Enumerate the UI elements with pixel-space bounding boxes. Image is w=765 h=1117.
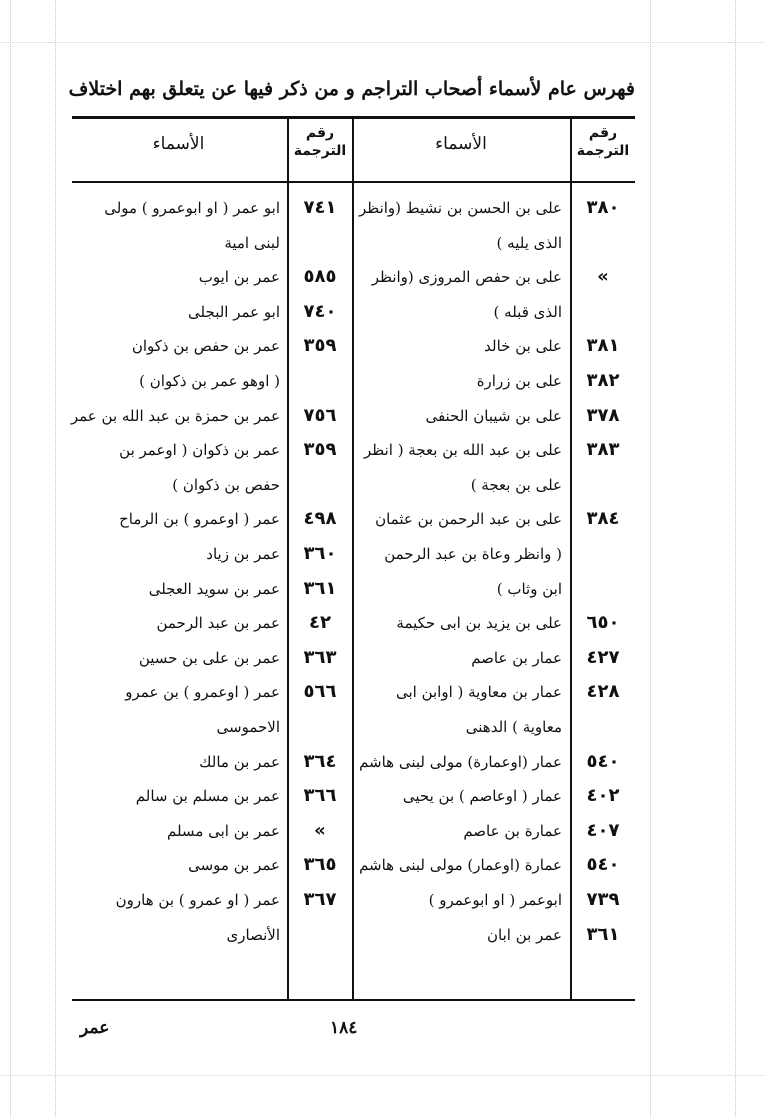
entry-name: عمر بن ايوب [198, 268, 280, 287]
entry-name: عمارة (اوعمار) مولى لبنى هاشم [359, 856, 562, 875]
entry-number: ٤٢٧ [586, 646, 620, 668]
entry-name: عمر ( او عمرو ) بن هارون [115, 891, 280, 909]
entry-name: معاوية ) الدهنى [465, 718, 562, 736]
entry-name: عمر بن عبد الرحمن [156, 614, 280, 633]
index-entry [0, 606, 765, 640]
entry-number: ٣٨٠ [586, 197, 620, 218]
entry-number: ٣٧٨ [586, 404, 620, 426]
entry-name: لبنى امية [224, 233, 280, 252]
entry-name: على بن خالد [484, 337, 562, 356]
page-number: ١٨٤ [330, 1018, 358, 1038]
index-entry [0, 779, 765, 813]
index-entry [0, 329, 765, 363]
entry-name: عمر ( اوعمرو ) بن الرماح [119, 510, 280, 529]
entry-name: عمار بن عاصم [471, 648, 562, 667]
entry-number: ٣٥٩ [303, 335, 337, 357]
catchword: عمر [80, 1018, 110, 1038]
index-entry [0, 295, 765, 329]
index-entry [0, 502, 765, 536]
entry-number: ٧٤١ [303, 197, 337, 218]
entry-number: ٥٤٠ [586, 854, 620, 876]
index-entry [0, 710, 765, 744]
entry-number: ٥٤٠ [586, 750, 620, 772]
entry-name: على بن بعجة ) [470, 475, 562, 494]
entry-name: عمر بن على بن حسين [138, 648, 280, 667]
entry-name: عمار بن معاوية ( اوابن ابى [395, 683, 562, 702]
entry-name: الذى يليه ) [496, 233, 562, 252]
entry-number: ٣٦١ [586, 923, 620, 945]
entry-number: ٥٦٦ [303, 681, 337, 703]
entry-name: عمر بن زياد [206, 545, 280, 563]
index-entry [0, 641, 765, 675]
entry-number: ٣٨٣ [586, 439, 620, 461]
entry-name: ابو عمر البجلى [188, 302, 280, 321]
entry-name: عمر بن سويد العجلى [148, 579, 280, 598]
entry-name: على بن عبد الرحمن بن عثمان [375, 510, 562, 529]
entry-name: عمر بن ابان [487, 925, 562, 944]
entry-number: ٤٠٧ [586, 819, 620, 841]
entry-name: عمار (اوعمارة) مولى لبنى هاشم [359, 752, 562, 771]
header-number-right: رقم الترجمة [576, 125, 630, 159]
entry-number: ٥٨٥ [303, 266, 337, 288]
entry-number [291, 918, 349, 952]
entry-number: ٧٥٦ [303, 404, 337, 426]
scan-guide [0, 42, 765, 43]
entry-number: ٣٦٤ [303, 750, 337, 772]
entry-name: عمر بن حفص بن ذكوان [131, 337, 280, 356]
entry-number: » [314, 819, 326, 841]
entry-name: عمر بن موسى [188, 856, 280, 875]
entry-name: على بن حفص المروزى (وانظر [371, 268, 562, 287]
entry-number: » [597, 266, 609, 288]
entry-number: ٣٨٢ [586, 370, 620, 391]
index-entry [0, 745, 765, 779]
entry-name: الاحموسى [216, 718, 280, 736]
entry-number: ٣٨١ [586, 335, 620, 357]
entry-number: ٣٨٤ [586, 508, 620, 530]
entry-number: ٦٥٠ [586, 612, 620, 634]
index-entry [0, 572, 765, 606]
index-entry [0, 433, 765, 467]
entry-number: ٧٣٩ [586, 889, 620, 910]
index-entry [0, 537, 765, 571]
index-entry [0, 918, 765, 952]
entry-number [291, 364, 349, 398]
entry-number: ٣٦٠ [303, 543, 337, 564]
index-entry [0, 675, 765, 709]
index-entry [0, 883, 765, 917]
index-entry [0, 260, 765, 294]
index-entry [0, 814, 765, 848]
entry-name: ( اوهو عمر بن ذكوان ) [139, 372, 280, 390]
entry-number: ٤٩٨ [303, 508, 337, 530]
entry-name: عمر بن ذكوان ( اوعمر بن [119, 441, 280, 460]
entry-number: ٤٠٢ [586, 785, 620, 807]
entry-number [291, 710, 349, 744]
entry-name: عمر بن مسلم بن سالم [135, 787, 280, 806]
entry-number: ٣٦٥ [303, 854, 337, 876]
entry-name: على بن الحسن بن نشيط (وانظر [358, 199, 562, 217]
index-entry [0, 848, 765, 882]
entry-number: ٣٦٦ [303, 785, 337, 807]
entry-number: ٧٤٠ [303, 300, 337, 322]
header-names-right: الأسماء [435, 134, 487, 154]
index-entry [0, 399, 765, 433]
entry-number: ٣٦٧ [303, 889, 337, 910]
entry-number: ٣٦٣ [303, 646, 337, 668]
entry-name: على بن شيبان الحنفى [425, 406, 562, 425]
entry-number: ٣٥٩ [303, 439, 337, 461]
entry-name: عمر ( اوعمرو ) بن عمرو [125, 683, 280, 702]
entry-name: حفص بن ذكوان ) [172, 475, 280, 494]
entry-number: ٣٦١ [303, 577, 337, 599]
page-title: فهرس عام لأسماء أصحاب التراجم و من ذكر فيها عن يتعلق بهم اختلاف [68, 78, 635, 100]
entry-number: ٤٢٨ [586, 681, 620, 703]
index-entry [0, 226, 765, 260]
entry-name: عمارة بن عاصم [463, 821, 562, 840]
entry-name: ابوعمر ( او ابوعمرو ) [428, 891, 562, 909]
index-entry [0, 364, 765, 398]
entry-name: عمار ( اوعاصم ) بن يحيى [402, 787, 562, 806]
entry-number [291, 468, 349, 502]
entry-name: على بن عبد الله بن بعجة ( انظر [364, 441, 562, 460]
entry-name: على بن زرارة [476, 372, 562, 390]
entry-number: ٤٢ [309, 612, 331, 634]
index-entry [0, 468, 765, 502]
entry-name: ابو عمر ( او ابوعمرو ) مولى [104, 199, 280, 217]
index-entry [0, 191, 765, 225]
entry-name: عمر بن حمزة بن عبد الله بن عمر [70, 406, 280, 425]
entry-name: ( وانظر وعاة بن عبد الرحمن [384, 545, 562, 563]
header-number-left: رقم الترجمة [293, 125, 347, 159]
entry-name: ابن وثاب ) [496, 579, 562, 598]
entry-number [291, 226, 349, 260]
header-names-left: الأسماء [152, 134, 205, 154]
entry-name: الأنصارى [226, 925, 280, 944]
entry-name: الذى قبله ) [493, 302, 562, 321]
entry-name: على بن يزيد بن ابى حكيمة [396, 614, 562, 633]
entry-name: عمر بن مالك [199, 752, 280, 771]
scan-guide [0, 1075, 765, 1076]
entry-name: عمر بن ابى مسلم [166, 821, 280, 840]
